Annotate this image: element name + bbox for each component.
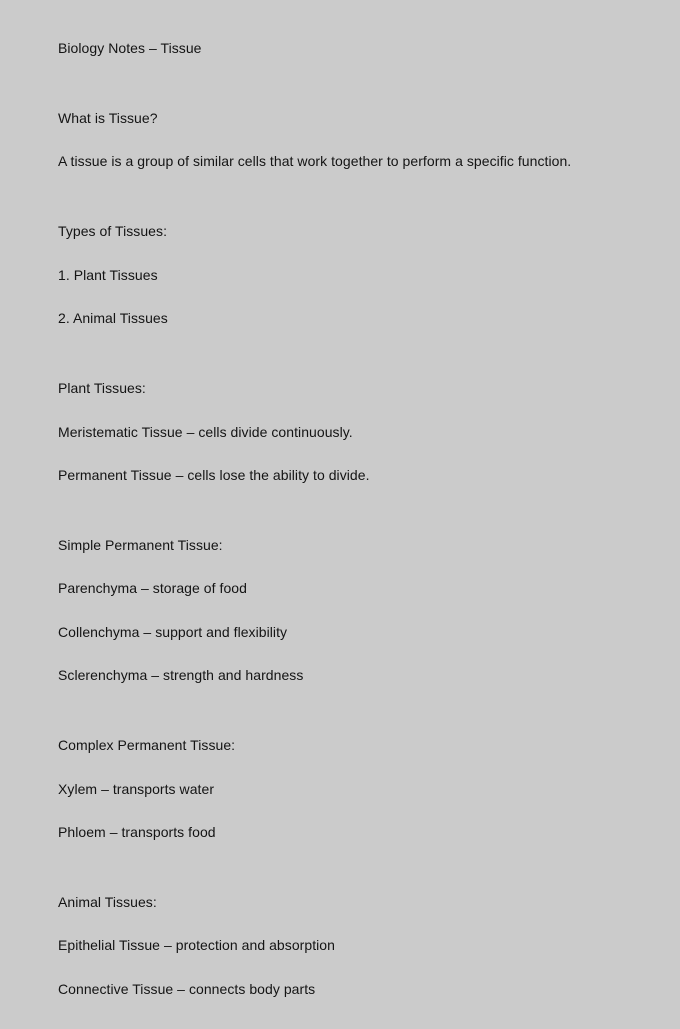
list-item: 1. Plant Tissues xyxy=(58,267,158,283)
list-item: Connective Tissue – connects body parts xyxy=(58,981,316,997)
types-heading: Types of Tissues: xyxy=(58,223,168,239)
list-item: Phloem – transports food xyxy=(58,824,216,840)
list-item: Parenchyma – storage of food xyxy=(58,580,247,596)
complex-permanent-heading: Complex Permanent Tissue: xyxy=(58,737,236,753)
simple-permanent-heading: Simple Permanent Tissue: xyxy=(58,537,223,553)
list-item: Meristematic Tissue – cells divide continuously. xyxy=(58,424,353,440)
list-item: Permanent Tissue – cells lose the ability to divide. xyxy=(58,467,370,483)
plant-tissues-heading: Plant Tissues: xyxy=(58,380,146,396)
section-question: What is Tissue? xyxy=(58,110,158,126)
definition-text: A tissue is a group of similar cells that work together to perform a specific function. xyxy=(58,153,572,169)
document-title: Biology Notes – Tissue xyxy=(58,40,202,56)
animal-tissues-heading: Animal Tissues: xyxy=(58,894,157,910)
list-item: Sclerenchyma – strength and hardness xyxy=(58,667,304,683)
list-item: Epithelial Tissue – protection and absorption xyxy=(58,937,335,953)
list-item: Collenchyma – support and flexibility xyxy=(58,624,288,640)
list-item: 2. Animal Tissues xyxy=(58,310,168,326)
list-item: Xylem – transports water xyxy=(58,781,215,797)
